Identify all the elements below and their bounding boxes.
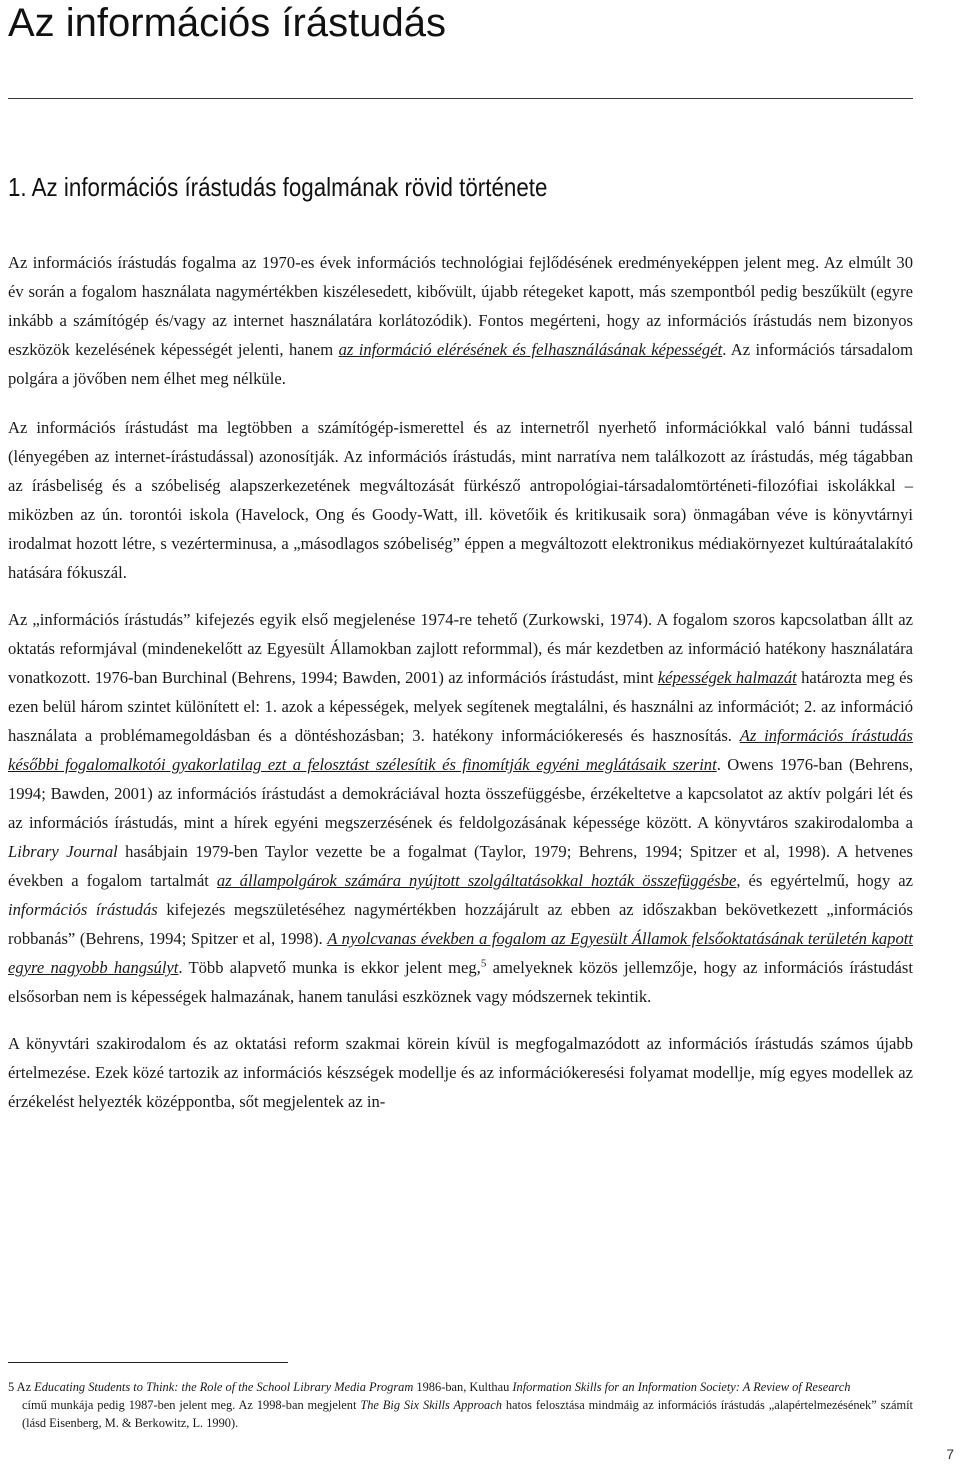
footnote-text-g: hatos felosztása mindmáig az információs írástudás „alapértelmezésének” számít (lásd Eisenberg, M. & Berkowitz, L. 1990). xyxy=(22,1398,913,1430)
document-title: Az információs írástudás xyxy=(8,1,446,45)
section-heading: 1. Az információs írástudás fogalmának rövid története xyxy=(8,172,548,202)
paragraph-3-emphasis-d: Az információs írástudás későbbi fogalomalkotói gyakorlatilag ezt a felosztást szélesítik és finomítják egyéni meglátásaik szerint xyxy=(8,726,913,774)
paragraph-3-text-e: . Owens 1976-ban (Behrens, 1994; Bawden, 2001) az információs írástudást a demokráciával hozta összefüggésbe, érzékeltetve a kapcsolatot az aktív polgári lét és az információs írástudás, mint a hírek egyéni megszerzésének és feldolgozásának képessége között. A könyvtáros szakirodalomba a xyxy=(8,755,914,832)
footnote-number: 5 xyxy=(8,1380,15,1394)
paragraph-3-text-a: Az „információs írástudás” kifejezés egyik első megjelenése 1974-re tehető (Zurkowski, 1974). A fogalom szoros kapcsolatban állt az oktatás reformjával (mindenekelőtt az Egyesült Államokban zajlott reformmal), és már kezdetben az információ hatékony használatára vonatkozott. 1976-ban Burchinal (Behrens, 1994; Bawden, 2001) az információs írástudást, mint xyxy=(8,610,913,687)
footnote-title-3: The Big Six Skills Approach xyxy=(360,1398,502,1412)
paragraph-3-emphasis-h: az állampolgárok számára nyújtott szolgáltatásokkal hozták összefüggésbe xyxy=(216,871,737,890)
paragraph-3-text-n: amelyeknek közös jellemzője, hogy az információs írástudást elsősorban nem is képességek halmazának, hanem tanulási eszköznek vagy módszernek tekintik. xyxy=(8,958,913,1006)
footnote-divider xyxy=(8,1362,288,1363)
footnote-text-c: 1986-ban, Kulthau xyxy=(413,1380,513,1394)
footnote-text-a: Az xyxy=(14,1380,35,1394)
paragraph-3-text-m: . Több alapvető munka is ekkor jelent meg, xyxy=(178,958,481,977)
footnote-continuation xyxy=(8,1396,913,1432)
paragraph-1 xyxy=(8,248,913,393)
paragraph-4: A könyvtári szakirodalom és az oktatási reform szakmai körein kívül is megfogalmazódott az információs írástudás számos újabb értelmezése. Ezek közé tartozik az információs készségek modellje és az információkeresési folyamat modellje, míg egyes modellek az érzékelést helyezték középpontba, sőt megjelentek az in- xyxy=(8,1034,913,1111)
paragraph-1-emphasis: az információ elérésének és felhasználásának képességét xyxy=(338,340,723,359)
paragraph-1-text-end: . Az információs társadalom polgára a jövőben nem élhet meg nélküle. xyxy=(8,340,913,388)
paragraph-3-text-k: kifejezés megszületéséhez nagymértékben hozzájárult az ebben az időszakban bekövetkezett „információs robbanás” (Behrens, 1994; Spitzer et al, 1998). xyxy=(8,900,913,948)
page-number: 7 xyxy=(946,1446,954,1462)
body-text xyxy=(8,248,913,1134)
paragraph-2: Az információs írástudást ma legtöbben a számítógép-ismerettel és az internetről nyerhető információkkal való bánni tudással (lényegében az internet-írástudással) azonosítják. Az információs írástudás, mint narratíva nem találkozott az írástudás, még tágabban az írásbeliség és a szóbeliség alapszerkezetének megváltozását fürkésző antropológiai-társadalomtörténeti-filozófiai iskolákkal – miközben az ún. torontói iskola (Havelock, Ong és Goody-Watt, ill. követőik és kritikusaik sora) önmagában véve is könyvtárnyi irodalmat hozott létre, s vezérterminusa, a „másodlagos szóbeliség” éppen a megváltozott elektronikus médiakörnyezet kultúraátalakító hatására fókuszál. xyxy=(8,418,913,582)
paragraph-3-text-i: , és egyértelmű, hogy az xyxy=(736,871,913,890)
paragraph-3-emphasis-j: információs írástudás xyxy=(8,900,158,919)
paragraph-1-text: Az információs írástudás fogalma az 1970-es évek információs technológiai fejlődésének eredményeképpen jelent meg. Az elmúlt 30 év során a fogalom használata nagymértékben kiszélesedett, kibővült, újabb rétegeket kapott, más szempontból pedig beszűkült (egyre inkább a számítógép és/vagy az internet használatára korlátozódik). Fontos megérteni, hogy az információs írástudás nem bizonyos eszközök kezelésének képességét jelenti, hanem xyxy=(8,253,913,359)
title-divider xyxy=(8,98,913,99)
paragraph-3-text-g: hasábjain 1979-ben Taylor vezette be a fogalmat (Taylor, 1979; Behrens, 1994; Spitzer et al, 1998). A hetvenes években a fogalom tartalmát xyxy=(8,842,913,890)
footnote-text-e: című munkája pedig 1987-ben jelent meg. Az 1998-ban megjelent xyxy=(22,1398,361,1412)
footnote xyxy=(8,1378,913,1432)
paragraph-3-journal-title: Library Journal xyxy=(8,842,118,861)
paragraph-3-emphasis-l: A nyolcvanas években a fogalom az Egyesült Államok felsőoktatásának területén kapott egyre nagyobb hangsúlyt xyxy=(8,929,913,977)
footnote-title-2: Information Skills for an Information Society: A Review of Research xyxy=(512,1380,851,1394)
paragraph-3-text-c: határozta meg és ezen belül három szintet különített el: 1. azok a képességek, melyek segítenek megtalálni, és használni az információt; 2. az információ használata a problémamegoldásban és a döntéshozásban; 3. hatékony információkeresés és hasznosítás. xyxy=(8,668,914,745)
footnote-reference[interactable]: 5 xyxy=(480,957,487,970)
paragraph-3 xyxy=(8,605,913,1011)
footnote-title-1: Educating Students to Think: the Role of the School Library Media Program xyxy=(34,1380,414,1394)
paragraph-3-emphasis-b: képességek halmazát xyxy=(657,668,797,687)
